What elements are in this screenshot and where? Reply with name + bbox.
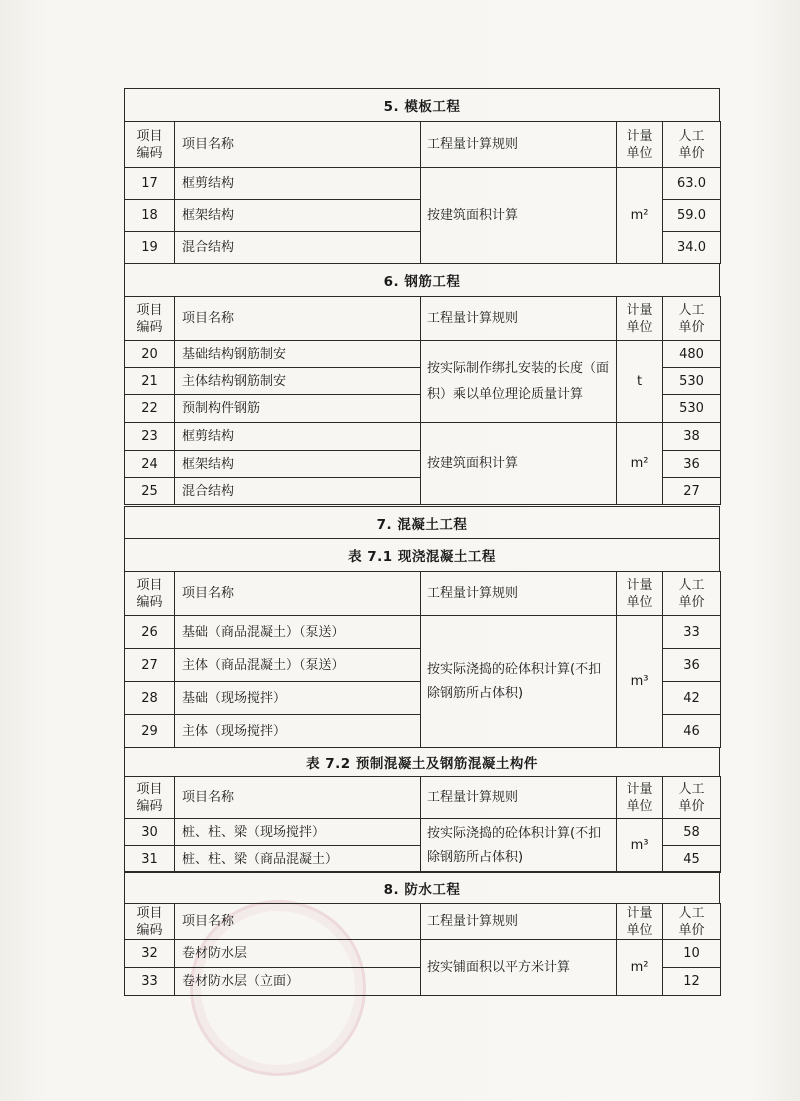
header-unit: 计量 单位 bbox=[617, 904, 663, 940]
section-8-title bbox=[124, 871, 720, 904]
item-name: 主体（现场搅拌） bbox=[175, 715, 421, 748]
calc-rule: 按实际浇捣的砼体积计算(不扣除钢筋所占体积) bbox=[421, 819, 617, 873]
header-code: 项目 编码 bbox=[125, 572, 175, 616]
item-code: 19 bbox=[125, 232, 175, 264]
header-rule: 工程量计算规则 bbox=[421, 297, 617, 341]
header-price: 人工 单价 bbox=[663, 572, 721, 616]
item-code: 32 bbox=[125, 940, 175, 968]
unit: t bbox=[617, 341, 663, 423]
header-price: 人工 单价 bbox=[663, 904, 721, 940]
labor-price: 530 bbox=[663, 395, 721, 423]
unit: m² bbox=[617, 168, 663, 264]
item-name: 框架结构 bbox=[175, 200, 421, 232]
labor-price: 38 bbox=[663, 423, 721, 451]
labor-price: 530 bbox=[663, 368, 721, 395]
header-unit: 计量 单位 bbox=[617, 572, 663, 616]
header-name: 项目名称 bbox=[175, 777, 421, 819]
labor-price: 58 bbox=[663, 819, 721, 846]
header-rule: 工程量计算规则 bbox=[421, 572, 617, 616]
section-7-title bbox=[124, 506, 720, 539]
item-name: 框架结构 bbox=[175, 451, 421, 478]
section-title-text: 5. 模板工程 bbox=[383, 99, 461, 115]
section-5-title bbox=[124, 88, 720, 122]
item-name: 主体结构钢筋制安 bbox=[175, 368, 421, 395]
item-code: 18 bbox=[125, 200, 175, 232]
labor-price: 42 bbox=[663, 682, 721, 715]
table-7-1-title bbox=[124, 538, 720, 572]
item-code: 30 bbox=[125, 819, 175, 846]
header-code: 项目 编码 bbox=[125, 904, 175, 940]
table-header-row bbox=[125, 777, 721, 819]
calc-rule: 按建筑面积计算 bbox=[421, 423, 617, 505]
section-title-text: 7. 混凝土工程 bbox=[376, 516, 468, 533]
item-name: 桩、柱、梁（商品混凝土） bbox=[175, 846, 421, 873]
header-code: 项目 编码 bbox=[125, 777, 175, 819]
item-name: 基础结构钢筋制安 bbox=[175, 341, 421, 368]
item-name: 卷材防水层（立面） bbox=[175, 968, 421, 996]
labor-price: 27 bbox=[663, 478, 721, 505]
header-name: 项目名称 bbox=[175, 122, 421, 168]
labor-price: 10 bbox=[663, 940, 721, 968]
table-row bbox=[125, 616, 721, 649]
subtable-title-text: 表 7.2 预制混凝土及钢筋混凝土构件 bbox=[306, 756, 538, 772]
table-header-row bbox=[125, 122, 721, 168]
unit: m² bbox=[617, 423, 663, 505]
item-code: 28 bbox=[125, 682, 175, 715]
calc-rule: 按建筑面积计算 bbox=[421, 168, 617, 264]
header-price: 人工 单价 bbox=[663, 122, 721, 168]
header-rule: 工程量计算规则 bbox=[421, 122, 617, 168]
item-name: 基础（商品混凝土）（泵送） bbox=[175, 616, 421, 649]
item-name: 混合结构 bbox=[175, 232, 421, 264]
labor-price: 36 bbox=[663, 649, 721, 682]
table-row bbox=[125, 819, 721, 846]
calc-rule: 按实际浇捣的砼体积计算(不扣除钢筋所占体积) bbox=[421, 616, 617, 748]
header-name: 项目名称 bbox=[175, 297, 421, 341]
table-header-row bbox=[125, 904, 721, 940]
item-code: 33 bbox=[125, 968, 175, 996]
table-7-1 bbox=[124, 571, 721, 748]
item-code: 27 bbox=[125, 649, 175, 682]
header-code: 项目 编码 bbox=[125, 122, 175, 168]
labor-price: 45 bbox=[663, 846, 721, 873]
table-row bbox=[125, 341, 721, 368]
section-6-title bbox=[124, 263, 720, 297]
section-6-table bbox=[124, 296, 721, 505]
table-7-2-title bbox=[124, 747, 720, 777]
unit: m³ bbox=[617, 819, 663, 873]
item-code: 25 bbox=[125, 478, 175, 505]
section-title-text: 6. 钢筋工程 bbox=[383, 274, 461, 290]
item-code: 26 bbox=[125, 616, 175, 649]
unit: m² bbox=[617, 940, 663, 996]
section-title-text: 8. 防水工程 bbox=[383, 881, 461, 898]
labor-price: 46 bbox=[663, 715, 721, 748]
labor-price: 36 bbox=[663, 451, 721, 478]
item-code: 20 bbox=[125, 341, 175, 368]
item-name: 基础（现场搅拌） bbox=[175, 682, 421, 715]
table-row bbox=[125, 168, 721, 200]
item-code: 29 bbox=[125, 715, 175, 748]
labor-price: 12 bbox=[663, 968, 721, 996]
header-price: 人工 单价 bbox=[663, 777, 721, 819]
table-header-row bbox=[125, 297, 721, 341]
item-name: 桩、柱、梁（现场搅拌） bbox=[175, 819, 421, 846]
section-5-table bbox=[124, 121, 721, 264]
header-unit: 计量 单位 bbox=[617, 777, 663, 819]
item-code: 23 bbox=[125, 423, 175, 451]
table-7-2 bbox=[124, 776, 721, 873]
item-code: 31 bbox=[125, 846, 175, 873]
item-code: 24 bbox=[125, 451, 175, 478]
table-header-row bbox=[125, 572, 721, 616]
labor-price: 33 bbox=[663, 616, 721, 649]
header-unit: 计量 单位 bbox=[617, 297, 663, 341]
section-8-table bbox=[124, 903, 721, 996]
calc-rule: 按实铺面积以平方米计算 bbox=[421, 940, 617, 996]
header-unit: 计量 单位 bbox=[617, 122, 663, 168]
header-rule: 工程量计算规则 bbox=[421, 777, 617, 819]
header-code: 项目 编码 bbox=[125, 297, 175, 341]
item-name: 预制构件钢筋 bbox=[175, 395, 421, 423]
header-name: 项目名称 bbox=[175, 572, 421, 616]
item-name: 卷材防水层 bbox=[175, 940, 421, 968]
item-name: 框剪结构 bbox=[175, 423, 421, 451]
subtable-title-text: 表 7.1 现浇混凝土工程 bbox=[348, 549, 496, 565]
item-name: 混合结构 bbox=[175, 478, 421, 505]
calc-rule: 按实际制作绑扎安装的长度（面积）乘以单位理论质量计算 bbox=[421, 341, 617, 423]
item-code: 17 bbox=[125, 168, 175, 200]
labor-price: 59.0 bbox=[663, 200, 721, 232]
labor-price: 480 bbox=[663, 341, 721, 368]
labor-price: 63.0 bbox=[663, 168, 721, 200]
table-row bbox=[125, 423, 721, 451]
unit: m³ bbox=[617, 616, 663, 748]
header-rule: 工程量计算规则 bbox=[421, 904, 617, 940]
table-row bbox=[125, 940, 721, 968]
labor-price: 34.0 bbox=[663, 232, 721, 264]
header-name: 项目名称 bbox=[175, 904, 421, 940]
item-code: 21 bbox=[125, 368, 175, 395]
header-price: 人工 单价 bbox=[663, 297, 721, 341]
item-name: 主体（商品混凝土）（泵送） bbox=[175, 649, 421, 682]
item-code: 22 bbox=[125, 395, 175, 423]
item-name: 框剪结构 bbox=[175, 168, 421, 200]
